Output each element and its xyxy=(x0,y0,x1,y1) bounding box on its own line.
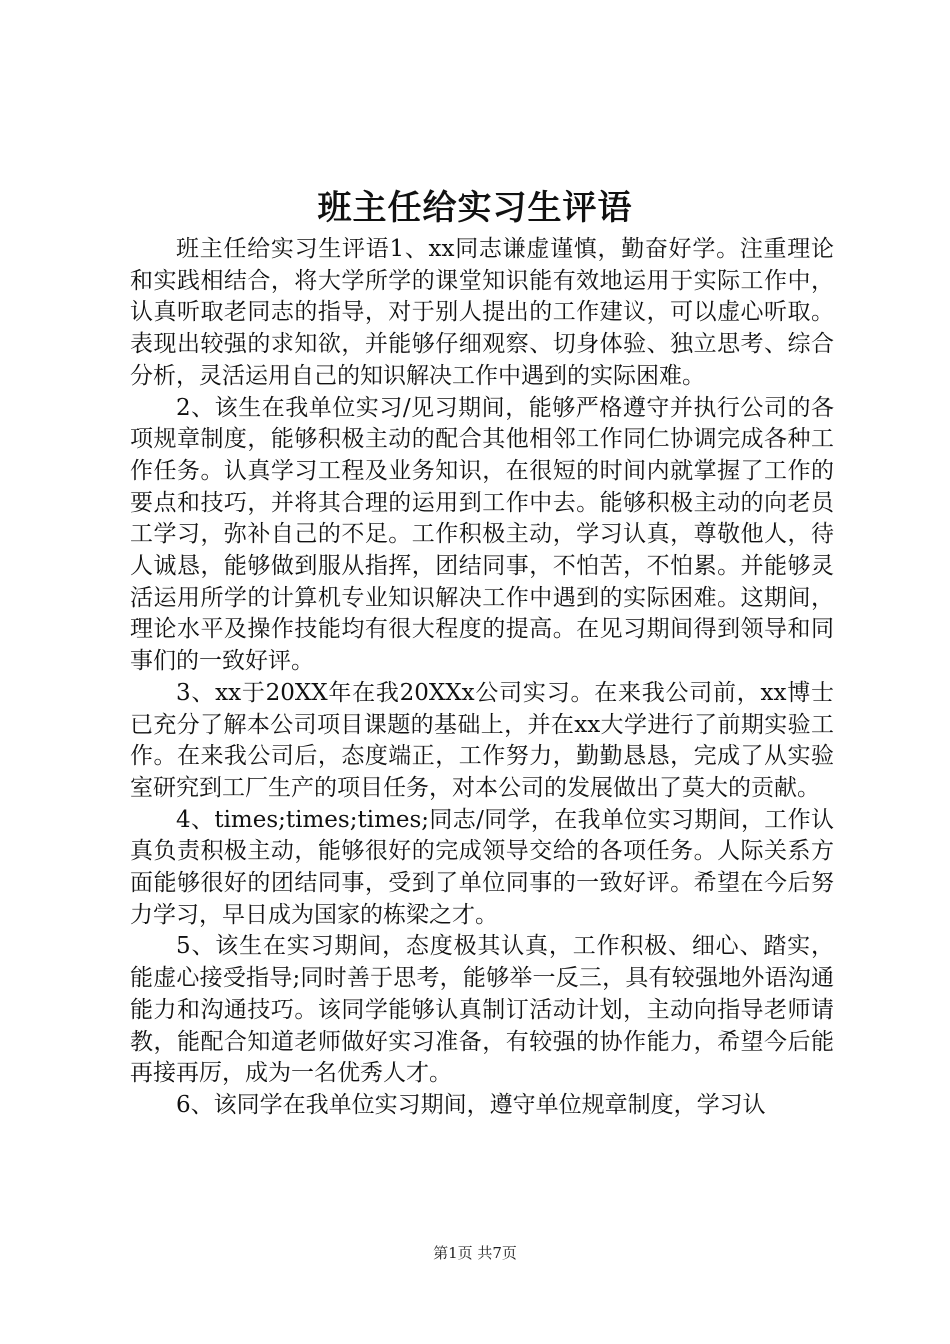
paragraph-5: 5、该生在实习期间，态度极其认真，工作积极、细心、踏实，能虚心接受指导;同时善于思考，能够举一反三，具有较强地外语沟通能力和沟通技巧。该同学能够认真制订活动计划，主动向指导老师请教，能配合知道老师做好实习准备，有较强的协作能力，希望今后能再接再厉，成为一名优秀人才。 xyxy=(130,933,834,1087)
page-number-footer: 第1页 共7页 xyxy=(433,1244,517,1262)
paragraph-2: 2、该生在我单位实习/见习期间，能够严格遵守并执行公司的各项规章制度，能够积极主动的配合其他相邻工作同仁协调完成各种工作任务。认真学习工程及业务知识，在很短的时间内就掌握了工作的要点和技巧，并将其合理的运用到工作中去。能够积极主动的向老员工学习，弥补自己的不足。工作积极主动，学习认真，尊敬他人，待人诚恳，能够做到服从指挥，团结同事，不怕苦，不怕累。并能够灵活运用所学的计算机专业知识解决工作中遇到的实际困难。这期间，理论水平及操作技能均有很大程度的提高。在见习期间得到领导和同事们的一致好评。 xyxy=(130,394,834,675)
document-body xyxy=(130,234,834,1122)
paragraph-4: 4、times;times;times;同志/同学，在我单位实习期间，工作认真负责积极主动，能够很好的完成领导交给的各项任务。人际关系方面能够很好的团结同事，受到了单位同事的一致好评。希望在今后努力学习，早日成为国家的栋梁之才。 xyxy=(130,806,834,928)
document-title: 班主任给实习生评语 xyxy=(317,188,633,228)
paragraph-3: 3、xx于20XX年在我20XXx公司实习。在来我公司前，xx博士已充分了解本公司项目课题的基础上，并在xx大学进行了前期实验工作。在来我公司后，态度端正，工作努力，勤勤恳恳，完成了从实验室研究到工厂生产的项目任务，对本公司的发展做出了莫大的贡献。 xyxy=(130,679,834,801)
paragraph-1: 班主任给实习生评语1、xx同志谦虚谨慎，勤奋好学。注重理论和实践相结合，将大学所学的课堂知识能有效地运用于实际工作中，认真听取老同志的指导，对于别人提出的工作建议，可以虚心听取。表现出较强的求知欲，并能够仔细观察、切身体验、独立思考、综合分析，灵活运用自己的知识解决工作中遇到的实际困难。 xyxy=(130,236,834,389)
paragraph-6: 6、该同学在我单位实习期间，遵守单位规章制度，学习认 xyxy=(176,1091,766,1118)
